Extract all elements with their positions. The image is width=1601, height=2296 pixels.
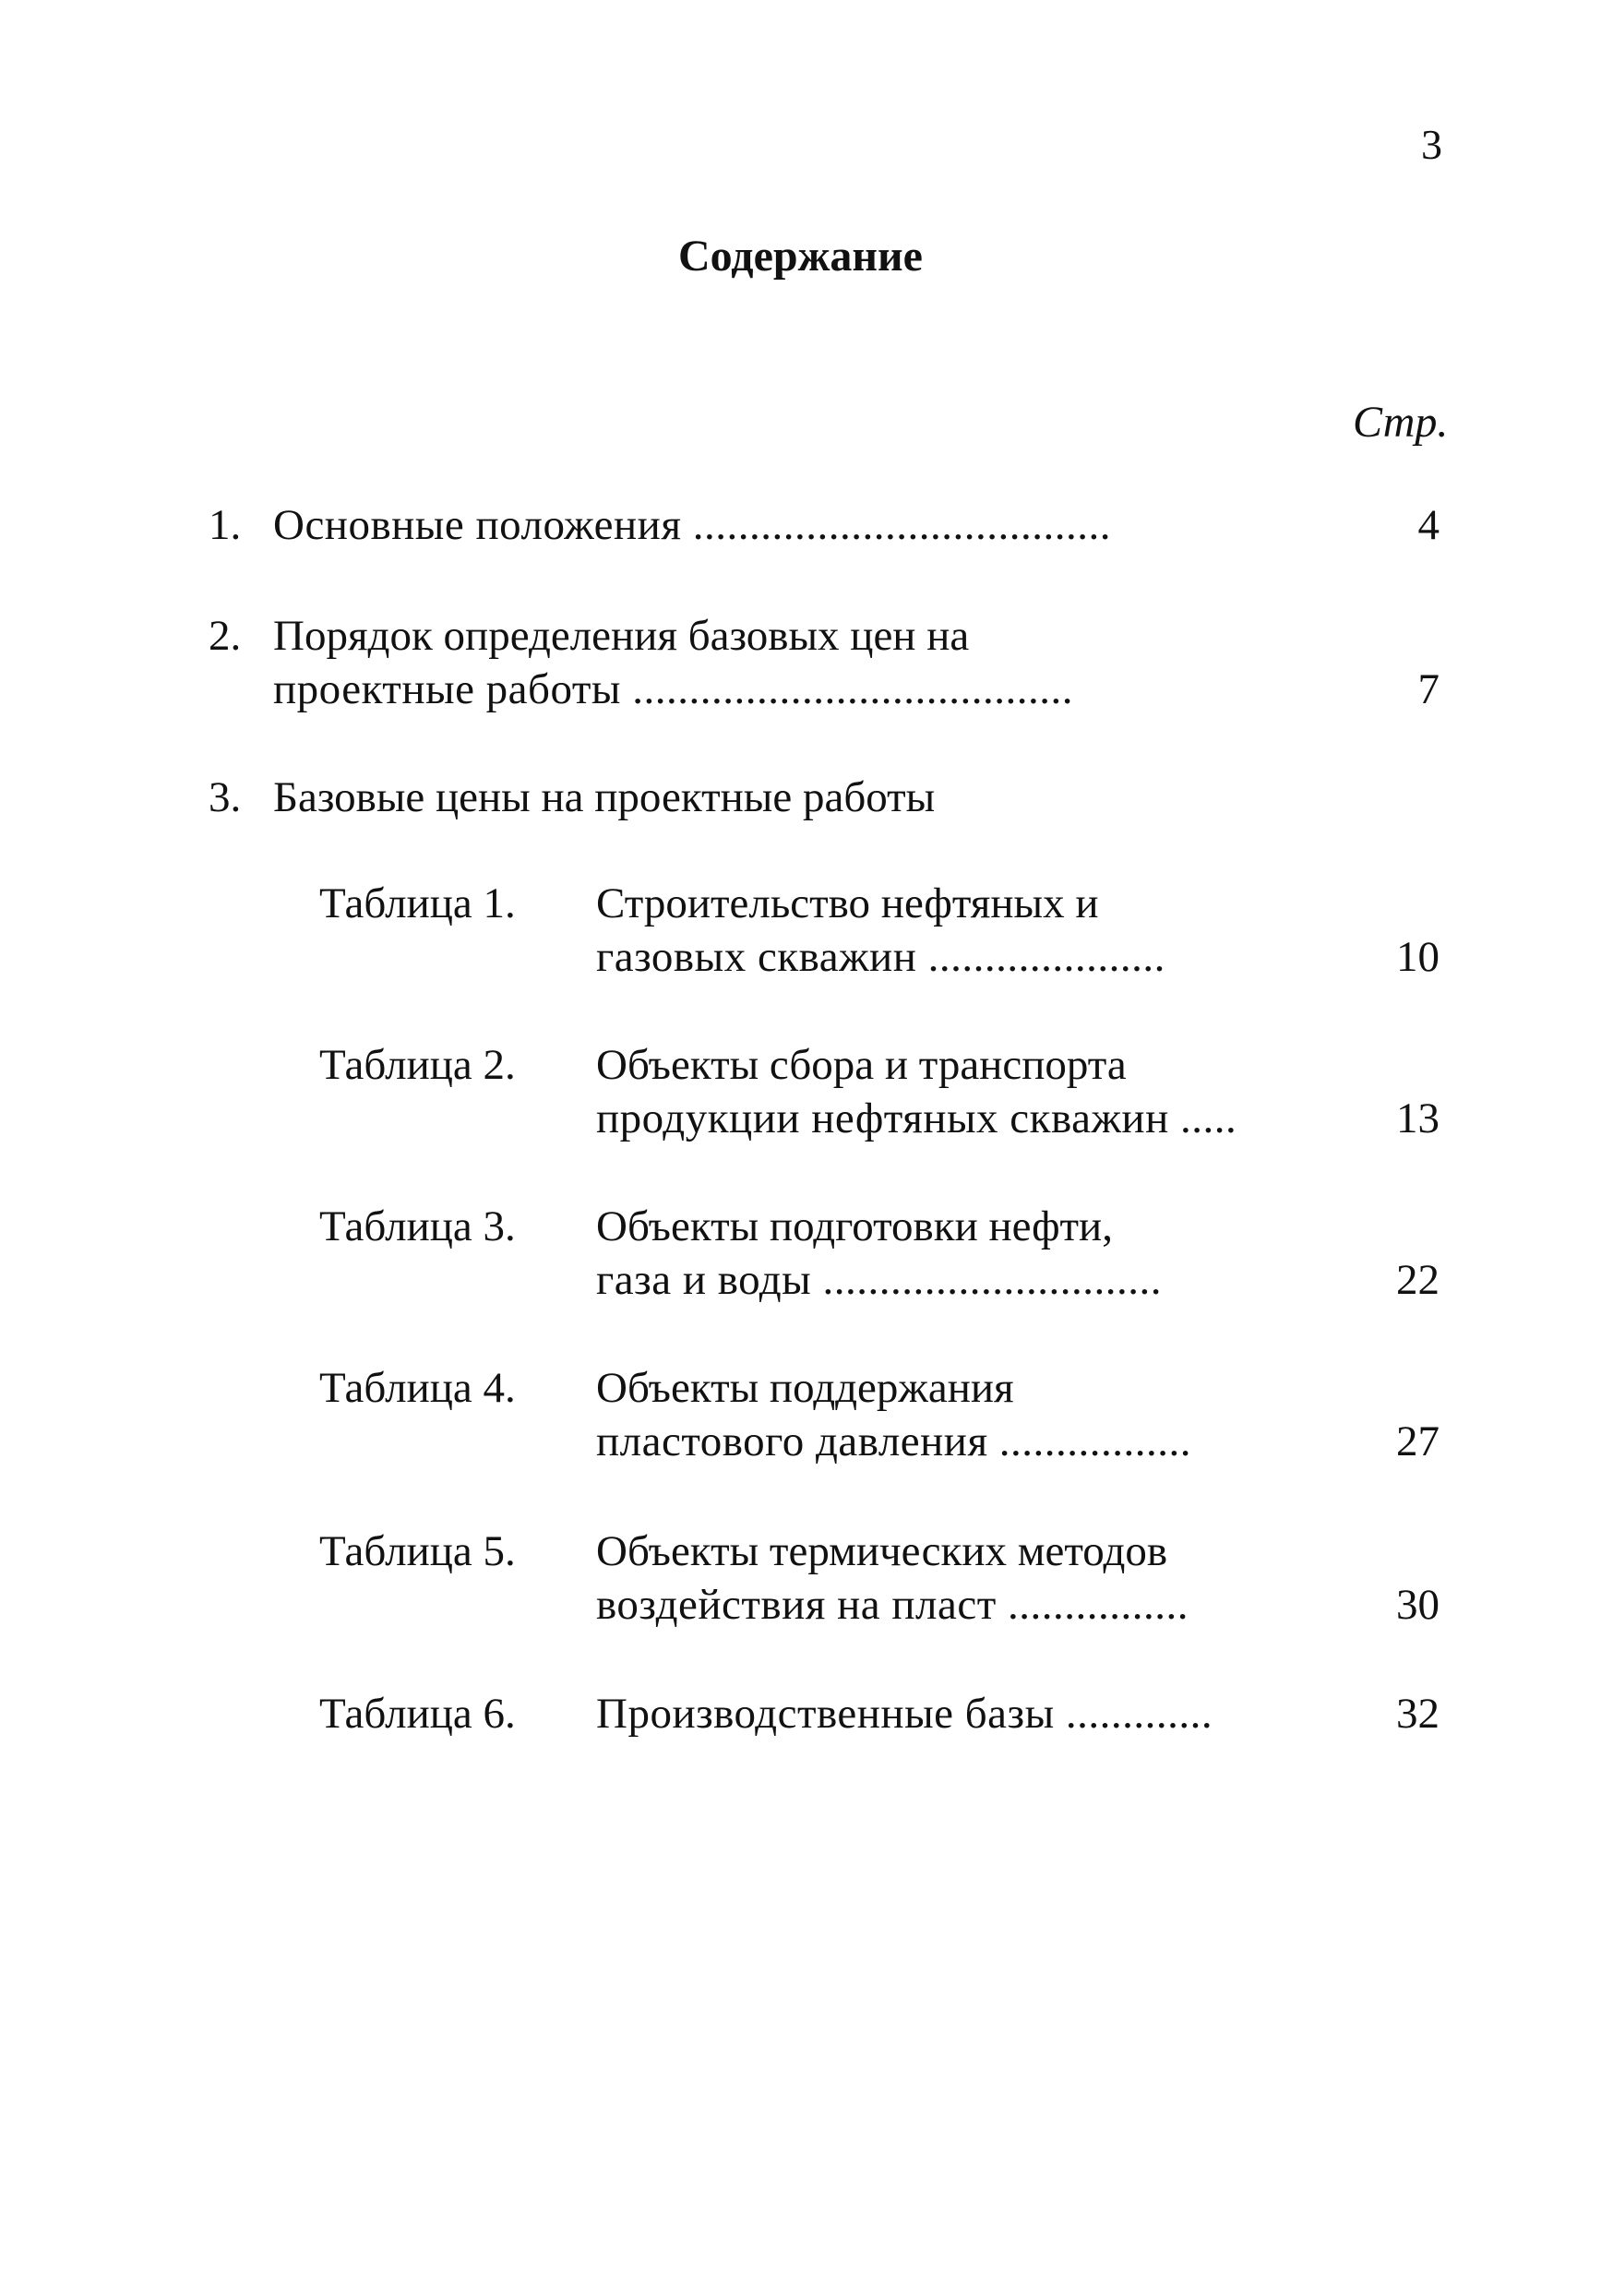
- page-title: Содержание: [678, 232, 923, 281]
- section-page: 7: [1417, 665, 1440, 713]
- table-label: Таблица 6.: [319, 1690, 516, 1738]
- section-title-line: Порядок определения базовых цен на: [273, 612, 970, 660]
- table-title-line: Производственные базы .............: [596, 1690, 1213, 1738]
- table-page: 30: [1396, 1581, 1440, 1629]
- table-title-line: Строительство нефтяных и: [596, 879, 1099, 927]
- table-title-line: Объекты сбора и транспорта: [596, 1041, 1127, 1089]
- table-title-line: пластового давления .................: [596, 1417, 1192, 1465]
- table-title-line: Объекты подготовки нефти,: [596, 1202, 1113, 1250]
- table-title-line: Объекты термических методов: [596, 1527, 1168, 1575]
- page-number: 3: [1421, 121, 1442, 168]
- table-page: 10: [1396, 933, 1440, 981]
- table-page: 22: [1396, 1256, 1440, 1304]
- table-title-line: Объекты поддержания: [596, 1364, 1014, 1412]
- table-title-line: воздействия на пласт ................: [596, 1581, 1189, 1629]
- table-label: Таблица 5.: [319, 1527, 516, 1575]
- section-page: 4: [1417, 501, 1440, 549]
- table-title-line: газовых скважин .....................: [596, 933, 1165, 981]
- section-title-line: проектные работы .......................................: [273, 665, 1073, 713]
- section-number: 1.: [209, 501, 242, 549]
- section-number: 2.: [209, 612, 242, 660]
- section-number: 3.: [209, 773, 242, 821]
- table-title-line: газа и воды ..............................: [596, 1256, 1162, 1304]
- table-label: Таблица 1.: [319, 879, 516, 927]
- table-page: 27: [1396, 1417, 1440, 1465]
- page-column-label: Стр.: [1353, 398, 1449, 447]
- section-title-line: Базовые цены на проектные работы: [273, 773, 936, 821]
- table-page: 32: [1396, 1690, 1440, 1738]
- table-label: Таблица 4.: [319, 1364, 516, 1412]
- table-title-line: продукции нефтяных скважин .....: [596, 1094, 1237, 1142]
- table-label: Таблица 2.: [319, 1041, 516, 1089]
- table-label: Таблица 3.: [319, 1202, 516, 1250]
- table-page: 13: [1396, 1094, 1440, 1142]
- section-title-line: Основные положения .....................................: [273, 501, 1111, 549]
